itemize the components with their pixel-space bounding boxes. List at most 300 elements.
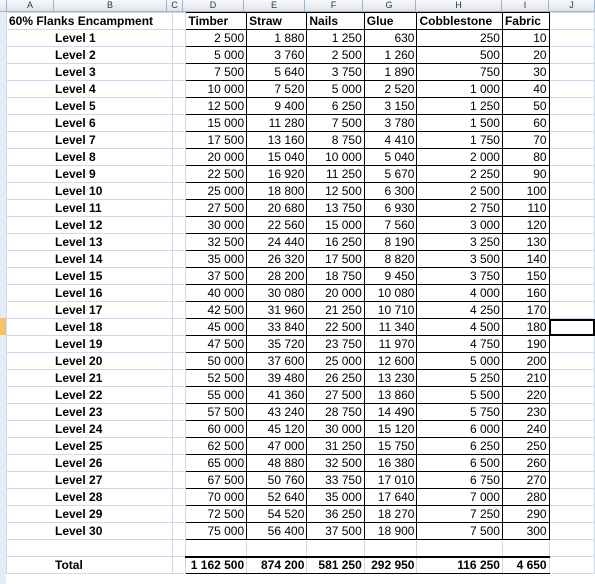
value-cell[interactable]: 5 000 (186, 47, 247, 64)
value-cell[interactable]: 5 750 (417, 404, 502, 421)
value-cell[interactable]: 5 670 (364, 166, 417, 183)
value-cell[interactable]: 1 260 (364, 47, 417, 64)
empty-cell[interactable] (549, 336, 594, 353)
empty-cell[interactable] (549, 217, 594, 234)
value-cell[interactable]: 3 760 (247, 47, 307, 64)
value-cell[interactable]: 22 500 (307, 319, 364, 336)
empty-cell[interactable] (172, 285, 185, 302)
value-cell[interactable]: 28 200 (247, 268, 307, 285)
value-cell[interactable]: 32 500 (186, 234, 247, 251)
value-cell[interactable]: 52 640 (247, 489, 307, 506)
value-cell[interactable]: 32 500 (307, 455, 364, 472)
value-cell[interactable]: 14 490 (364, 404, 417, 421)
value-cell[interactable]: 70 000 (186, 489, 247, 506)
empty-cell[interactable] (549, 472, 594, 489)
empty-cell[interactable] (549, 183, 594, 200)
value-cell[interactable]: 2 500 (186, 30, 247, 47)
column-header-f[interactable]: F (305, 0, 363, 11)
value-cell[interactable]: 8 750 (307, 132, 364, 149)
value-cell[interactable]: 35 720 (247, 336, 307, 353)
value-cell[interactable]: 230 (502, 404, 549, 421)
empty-cell[interactable] (502, 540, 549, 557)
value-cell[interactable]: 6 000 (417, 421, 502, 438)
value-cell[interactable]: 24 440 (247, 234, 307, 251)
value-cell[interactable]: 47 500 (186, 336, 247, 353)
level-label-cell[interactable]: Level 17 (7, 302, 173, 319)
value-cell[interactable]: 67 500 (186, 472, 247, 489)
empty-cell[interactable] (172, 200, 185, 217)
level-label-cell[interactable]: Level 28 (7, 489, 173, 506)
level-label-cell[interactable]: Level 16 (7, 285, 173, 302)
total-value-cell[interactable]: 4 650 (502, 557, 549, 574)
empty-cell[interactable] (172, 404, 185, 421)
empty-cell[interactable] (549, 540, 594, 557)
value-cell[interactable]: 40 000 (186, 285, 247, 302)
empty-cell[interactable] (172, 13, 185, 30)
value-cell[interactable]: 2 500 (417, 183, 502, 200)
level-label-cell[interactable]: Level 14 (7, 251, 173, 268)
value-cell[interactable]: 30 080 (247, 285, 307, 302)
empty-cell[interactable] (172, 336, 185, 353)
value-cell[interactable]: 100 (502, 183, 549, 200)
empty-cell[interactable] (172, 319, 185, 336)
value-cell[interactable]: 25 000 (307, 353, 364, 370)
value-cell[interactable]: 110 (502, 200, 549, 217)
level-label-cell[interactable]: Level 10 (7, 183, 173, 200)
value-cell[interactable]: 4 410 (364, 132, 417, 149)
value-cell[interactable]: 33 750 (307, 472, 364, 489)
value-cell[interactable]: 20 680 (247, 200, 307, 217)
value-cell[interactable]: 750 (417, 64, 502, 81)
level-label-cell[interactable]: Level 15 (7, 268, 173, 285)
value-cell[interactable]: 75 000 (186, 523, 247, 540)
value-cell[interactable]: 5 040 (364, 149, 417, 166)
value-cell[interactable]: 2 000 (417, 149, 502, 166)
empty-cell[interactable] (172, 506, 185, 523)
empty-cell[interactable] (549, 438, 594, 455)
empty-cell[interactable] (172, 132, 185, 149)
value-cell[interactable]: 50 (502, 98, 549, 115)
level-label-cell[interactable]: Level 2 (7, 47, 173, 64)
empty-cell[interactable] (549, 489, 594, 506)
value-cell[interactable]: 3 750 (307, 64, 364, 81)
empty-cell[interactable] (549, 115, 594, 132)
level-label-cell[interactable]: Level 21 (7, 370, 173, 387)
value-cell[interactable]: 6 250 (307, 98, 364, 115)
value-cell[interactable]: 41 360 (247, 387, 307, 404)
value-cell[interactable]: 6 300 (364, 183, 417, 200)
level-label-cell[interactable]: Level 11 (7, 200, 173, 217)
empty-cell[interactable] (549, 251, 594, 268)
value-cell[interactable]: 50 000 (186, 353, 247, 370)
value-cell[interactable]: 1 250 (307, 30, 364, 47)
value-cell[interactable]: 10 (502, 30, 549, 47)
total-value-cell[interactable]: 292 950 (364, 557, 417, 574)
empty-cell[interactable] (172, 47, 185, 64)
empty-cell[interactable] (549, 13, 594, 30)
empty-cell[interactable] (549, 200, 594, 217)
level-label-cell[interactable]: Level 4 (7, 81, 173, 98)
value-cell[interactable]: 2 520 (364, 81, 417, 98)
value-cell[interactable]: 120 (502, 217, 549, 234)
value-cell[interactable]: 5 500 (417, 387, 502, 404)
value-cell[interactable]: 12 600 (364, 353, 417, 370)
empty-cell[interactable] (172, 540, 185, 557)
empty-cell[interactable] (364, 540, 417, 557)
level-label-cell[interactable]: Level 5 (7, 98, 173, 115)
value-cell[interactable]: 3 500 (417, 251, 502, 268)
total-value-cell[interactable]: 581 250 (307, 557, 364, 574)
value-cell[interactable]: 250 (417, 30, 502, 47)
level-label-cell[interactable]: Level 6 (7, 115, 173, 132)
empty-cell[interactable] (549, 81, 594, 98)
value-cell[interactable]: 630 (364, 30, 417, 47)
value-cell[interactable]: 65 000 (186, 455, 247, 472)
value-cell[interactable]: 6 250 (417, 438, 502, 455)
value-cell[interactable]: 37 500 (186, 268, 247, 285)
empty-cell[interactable] (549, 268, 594, 285)
value-cell[interactable]: 190 (502, 336, 549, 353)
empty-cell[interactable] (172, 98, 185, 115)
value-cell[interactable]: 6 750 (417, 472, 502, 489)
value-cell[interactable]: 3 150 (364, 98, 417, 115)
value-cell[interactable]: 7 250 (417, 506, 502, 523)
empty-cell[interactable] (549, 234, 594, 251)
value-cell[interactable]: 210 (502, 370, 549, 387)
empty-cell[interactable] (549, 404, 594, 421)
value-cell[interactable]: 55 000 (186, 387, 247, 404)
empty-cell[interactable] (172, 115, 185, 132)
value-cell[interactable]: 11 340 (364, 319, 417, 336)
value-cell[interactable]: 3 780 (364, 115, 417, 132)
select-all-corner[interactable] (0, 0, 7, 11)
empty-cell[interactable] (172, 489, 185, 506)
value-cell[interactable]: 130 (502, 234, 549, 251)
empty-cell[interactable] (172, 81, 185, 98)
value-cell[interactable]: 170 (502, 302, 549, 319)
value-cell[interactable]: 13 160 (247, 132, 307, 149)
value-cell[interactable]: 250 (502, 438, 549, 455)
value-cell[interactable]: 10 710 (364, 302, 417, 319)
empty-cell[interactable] (549, 64, 594, 81)
column-header-e[interactable]: E (244, 0, 305, 11)
value-cell[interactable]: 220 (502, 387, 549, 404)
value-cell[interactable]: 15 000 (307, 217, 364, 234)
header-cell-glue[interactable]: Glue (364, 13, 417, 30)
value-cell[interactable]: 9 450 (364, 268, 417, 285)
value-cell[interactable]: 30 000 (186, 217, 247, 234)
empty-cell[interactable] (172, 166, 185, 183)
value-cell[interactable]: 7 000 (417, 489, 502, 506)
value-cell[interactable]: 20 000 (307, 285, 364, 302)
level-label-cell[interactable]: Level 27 (7, 472, 173, 489)
value-cell[interactable]: 1 250 (417, 98, 502, 115)
value-cell[interactable]: 13 750 (307, 200, 364, 217)
level-label-cell[interactable]: Level 20 (7, 353, 173, 370)
empty-cell[interactable] (7, 540, 173, 557)
level-label-cell[interactable]: Level 25 (7, 438, 173, 455)
value-cell[interactable]: 11 280 (247, 115, 307, 132)
value-cell[interactable]: 33 840 (247, 319, 307, 336)
empty-cell[interactable] (549, 98, 594, 115)
empty-cell[interactable] (549, 302, 594, 319)
empty-cell[interactable] (172, 149, 185, 166)
level-label-cell[interactable]: Level 30 (7, 523, 173, 540)
value-cell[interactable]: 80 (502, 149, 549, 166)
value-cell[interactable]: 52 500 (186, 370, 247, 387)
value-cell[interactable]: 1 880 (247, 30, 307, 47)
value-cell[interactable]: 4 750 (417, 336, 502, 353)
value-cell[interactable]: 17 010 (364, 472, 417, 489)
value-cell[interactable]: 2 750 (417, 200, 502, 217)
empty-cell[interactable] (172, 217, 185, 234)
value-cell[interactable]: 270 (502, 472, 549, 489)
empty-cell[interactable] (549, 421, 594, 438)
value-cell[interactable]: 18 800 (247, 183, 307, 200)
empty-cell[interactable] (172, 472, 185, 489)
level-label-cell[interactable]: Level 26 (7, 455, 173, 472)
header-cell-timber[interactable]: Timber (186, 13, 247, 30)
empty-cell[interactable] (549, 557, 594, 574)
value-cell[interactable]: 260 (502, 455, 549, 472)
empty-cell[interactable] (172, 455, 185, 472)
value-cell[interactable]: 45 000 (186, 319, 247, 336)
empty-cell[interactable] (549, 387, 594, 404)
column-header-g[interactable]: G (363, 0, 416, 11)
value-cell[interactable]: 22 560 (247, 217, 307, 234)
empty-cell[interactable] (549, 370, 594, 387)
level-label-cell[interactable]: Level 9 (7, 166, 173, 183)
header-cell-straw[interactable]: Straw (247, 13, 307, 30)
empty-cell[interactable] (549, 319, 594, 336)
value-cell[interactable]: 27 500 (186, 200, 247, 217)
empty-cell[interactable] (172, 183, 185, 200)
value-cell[interactable]: 2 500 (307, 47, 364, 64)
value-cell[interactable]: 6 930 (364, 200, 417, 217)
value-cell[interactable]: 25 000 (186, 183, 247, 200)
header-cell-nails[interactable]: Nails (307, 13, 364, 30)
value-cell[interactable]: 56 400 (247, 523, 307, 540)
value-cell[interactable]: 500 (417, 47, 502, 64)
value-cell[interactable]: 7 560 (364, 217, 417, 234)
value-cell[interactable]: 17 500 (307, 251, 364, 268)
value-cell[interactable]: 35 000 (186, 251, 247, 268)
empty-cell[interactable] (549, 166, 594, 183)
empty-cell[interactable] (172, 387, 185, 404)
value-cell[interactable]: 7 500 (417, 523, 502, 540)
value-cell[interactable]: 62 500 (186, 438, 247, 455)
value-cell[interactable]: 13 860 (364, 387, 417, 404)
empty-cell[interactable] (549, 47, 594, 64)
value-cell[interactable]: 45 120 (247, 421, 307, 438)
empty-cell[interactable] (307, 540, 364, 557)
value-cell[interactable]: 15 120 (364, 421, 417, 438)
column-header-d[interactable]: D (183, 0, 244, 11)
value-cell[interactable]: 26 320 (247, 251, 307, 268)
empty-cell[interactable] (417, 540, 502, 557)
empty-cell[interactable] (549, 353, 594, 370)
column-header-b[interactable]: B (54, 0, 167, 11)
value-cell[interactable]: 26 250 (307, 370, 364, 387)
value-cell[interactable]: 36 250 (307, 506, 364, 523)
empty-cell[interactable] (172, 234, 185, 251)
value-cell[interactable]: 3 000 (417, 217, 502, 234)
value-cell[interactable]: 13 230 (364, 370, 417, 387)
value-cell[interactable]: 4 250 (417, 302, 502, 319)
empty-cell[interactable] (172, 557, 185, 574)
value-cell[interactable]: 10 000 (186, 81, 247, 98)
value-cell[interactable]: 150 (502, 268, 549, 285)
value-cell[interactable]: 8 190 (364, 234, 417, 251)
level-label-cell[interactable]: Level 24 (7, 421, 173, 438)
value-cell[interactable]: 8 820 (364, 251, 417, 268)
empty-cell[interactable] (549, 506, 594, 523)
value-cell[interactable]: 12 500 (186, 98, 247, 115)
value-cell[interactable]: 47 000 (247, 438, 307, 455)
value-cell[interactable]: 16 250 (307, 234, 364, 251)
level-label-cell[interactable]: Level 19 (7, 336, 173, 353)
value-cell[interactable]: 54 520 (247, 506, 307, 523)
value-cell[interactable]: 7 500 (186, 64, 247, 81)
value-cell[interactable]: 57 500 (186, 404, 247, 421)
value-cell[interactable]: 1 750 (417, 132, 502, 149)
value-cell[interactable]: 1 890 (364, 64, 417, 81)
value-cell[interactable]: 72 500 (186, 506, 247, 523)
column-header-j[interactable]: J (549, 0, 595, 11)
level-label-cell[interactable]: Level 12 (7, 217, 173, 234)
value-cell[interactable]: 160 (502, 285, 549, 302)
value-cell[interactable]: 37 500 (307, 523, 364, 540)
value-cell[interactable]: 18 270 (364, 506, 417, 523)
level-label-cell[interactable]: Level 8 (7, 149, 173, 166)
empty-cell[interactable] (247, 540, 307, 557)
value-cell[interactable]: 22 500 (186, 166, 247, 183)
value-cell[interactable]: 200 (502, 353, 549, 370)
value-cell[interactable]: 18 900 (364, 523, 417, 540)
level-label-cell[interactable]: Level 29 (7, 506, 173, 523)
column-header-i[interactable]: I (502, 0, 549, 11)
value-cell[interactable]: 2 250 (417, 166, 502, 183)
value-cell[interactable]: 42 500 (186, 302, 247, 319)
column-header-a[interactable]: A (7, 0, 54, 11)
empty-cell[interactable] (549, 132, 594, 149)
empty-cell[interactable] (172, 438, 185, 455)
empty-cell[interactable] (172, 268, 185, 285)
empty-cell[interactable] (172, 523, 185, 540)
value-cell[interactable]: 28 750 (307, 404, 364, 421)
value-cell[interactable]: 140 (502, 251, 549, 268)
empty-cell[interactable] (549, 30, 594, 47)
empty-cell[interactable] (549, 285, 594, 302)
value-cell[interactable]: 60 (502, 115, 549, 132)
value-cell[interactable]: 15 750 (364, 438, 417, 455)
level-label-cell[interactable]: Level 18 (7, 319, 173, 336)
value-cell[interactable]: 35 000 (307, 489, 364, 506)
value-cell[interactable]: 7 500 (307, 115, 364, 132)
value-cell[interactable]: 5 640 (247, 64, 307, 81)
value-cell[interactable]: 15 040 (247, 149, 307, 166)
value-cell[interactable]: 9 400 (247, 98, 307, 115)
value-cell[interactable]: 11 970 (364, 336, 417, 353)
value-cell[interactable]: 6 500 (417, 455, 502, 472)
value-cell[interactable]: 10 000 (307, 149, 364, 166)
value-cell[interactable]: 5 000 (417, 353, 502, 370)
value-cell[interactable]: 3 250 (417, 234, 502, 251)
empty-cell[interactable] (172, 251, 185, 268)
value-cell[interactable]: 48 880 (247, 455, 307, 472)
value-cell[interactable]: 50 760 (247, 472, 307, 489)
value-cell[interactable]: 40 (502, 81, 549, 98)
total-value-cell[interactable]: 1 162 500 (186, 557, 247, 574)
value-cell[interactable]: 90 (502, 166, 549, 183)
level-label-cell[interactable]: Level 1 (7, 30, 173, 47)
sheet-title-cell[interactable]: 60% Flanks Encampment (7, 13, 173, 30)
header-cell-cobblestone[interactable]: Cobblestone (417, 13, 502, 30)
value-cell[interactable]: 37 600 (247, 353, 307, 370)
value-cell[interactable]: 12 500 (307, 183, 364, 200)
value-cell[interactable]: 16 380 (364, 455, 417, 472)
value-cell[interactable]: 27 500 (307, 387, 364, 404)
empty-cell[interactable] (172, 302, 185, 319)
value-cell[interactable]: 280 (502, 489, 549, 506)
value-cell[interactable]: 180 (502, 319, 549, 336)
empty-cell[interactable] (172, 370, 185, 387)
empty-cell[interactable] (172, 353, 185, 370)
header-cell-fabric[interactable]: Fabric (502, 13, 549, 30)
value-cell[interactable]: 30 (502, 64, 549, 81)
value-cell[interactable]: 290 (502, 506, 549, 523)
level-label-cell[interactable]: Level 22 (7, 387, 173, 404)
value-cell[interactable]: 20 (502, 47, 549, 64)
empty-cell[interactable] (549, 149, 594, 166)
value-cell[interactable]: 31 960 (247, 302, 307, 319)
value-cell[interactable]: 70 (502, 132, 549, 149)
value-cell[interactable]: 10 080 (364, 285, 417, 302)
value-cell[interactable]: 16 920 (247, 166, 307, 183)
value-cell[interactable]: 17 640 (364, 489, 417, 506)
empty-cell[interactable] (172, 30, 185, 47)
value-cell[interactable]: 5 250 (417, 370, 502, 387)
value-cell[interactable]: 18 750 (307, 268, 364, 285)
value-cell[interactable]: 30 000 (307, 421, 364, 438)
empty-cell[interactable] (172, 64, 185, 81)
total-value-cell[interactable]: 116 250 (417, 557, 502, 574)
value-cell[interactable]: 15 000 (186, 115, 247, 132)
level-label-cell[interactable]: Level 23 (7, 404, 173, 421)
column-header-c[interactable]: C (167, 0, 183, 11)
value-cell[interactable]: 11 250 (307, 166, 364, 183)
empty-cell[interactable] (172, 421, 185, 438)
value-cell[interactable]: 31 250 (307, 438, 364, 455)
value-cell[interactable]: 5 000 (307, 81, 364, 98)
value-cell[interactable]: 4 000 (417, 285, 502, 302)
empty-cell[interactable] (186, 540, 247, 557)
level-label-cell[interactable]: Level 3 (7, 64, 173, 81)
empty-cell[interactable] (549, 523, 594, 540)
value-cell[interactable]: 1 500 (417, 115, 502, 132)
value-cell[interactable]: 39 480 (247, 370, 307, 387)
total-label-cell[interactable]: Total (7, 557, 173, 574)
empty-cell[interactable] (549, 455, 594, 472)
value-cell[interactable]: 300 (502, 523, 549, 540)
value-cell[interactable]: 43 240 (247, 404, 307, 421)
value-cell[interactable]: 21 250 (307, 302, 364, 319)
value-cell[interactable]: 3 750 (417, 268, 502, 285)
value-cell[interactable]: 1 000 (417, 81, 502, 98)
value-cell[interactable]: 240 (502, 421, 549, 438)
value-cell[interactable]: 4 500 (417, 319, 502, 336)
value-cell[interactable]: 17 500 (186, 132, 247, 149)
